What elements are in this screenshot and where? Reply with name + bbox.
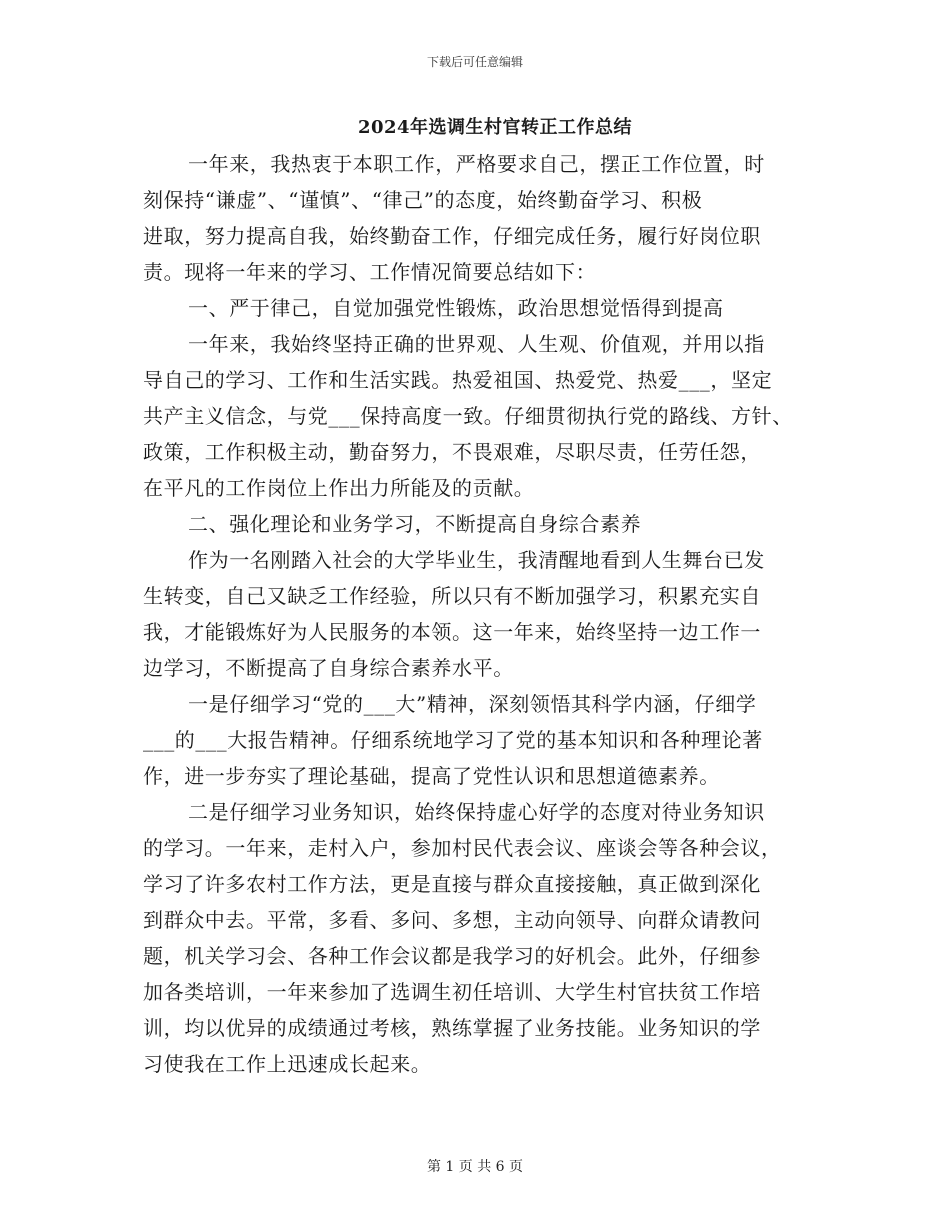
body-line: ___的___大报告精神。仔细系统地学习了党的基本知识和各种理论著 — [143, 728, 763, 752]
body-line: 导自己的学习、工作和生活实践。热爱祖国、热爱党、热爱___，坚定 — [143, 368, 773, 392]
body-line: 我，才能锻炼好为人民服务的本领。这一年来，始终坚持一边工作一 — [143, 620, 761, 644]
body-line: 一年来，我热衷于本职工作，严格要求自己，摆正工作位置，时 — [188, 152, 765, 176]
body-line: 政策，工作积极主动，勤奋努力，不畏艰难，尽职尽责，任劳任怨， — [143, 440, 761, 464]
body-line: 训，均以优异的成绩通过考核，熟练掌握了业务技能。业务知识的学 — [143, 1016, 761, 1040]
body-line: 二是仔细学习业务知识，始终保持虚心好学的态度对待业务知识 — [188, 800, 765, 824]
body-line: 进取，努力提高自我，始终勤奋工作，仔细完成任务，履行好岗位职 — [143, 224, 761, 248]
document-title: 2024年选调生村官转正工作总结 — [357, 117, 633, 138]
body-line: 习使我在工作上迅速成长起来。 — [143, 1052, 432, 1076]
body-line: 一年来，我始终坚持正确的世界观、人生观、价值观，并用以指 — [188, 332, 765, 356]
body-line: 的学习。一年来，走村入户，参加村民代表会议、座谈会等各种会议， — [143, 836, 782, 860]
body-line: 刻保持“谦虚”、“谨慎”、“律己”的态度，始终勤奋学习、积极 — [143, 188, 703, 212]
body-line: 共产主义信念，与党___保持高度一致。仔细贯彻执行党的路线、方针、 — [143, 404, 793, 428]
body-line: 到群众中去。平常，多看、多问、多想，主动向领导、向群众请教问 — [143, 908, 761, 932]
body-line: 加各类培训，一年来参加了选调生初任培训、大学生村官扶贫工作培 — [143, 980, 761, 1004]
body-line: 在平凡的工作岗位上作出力所能及的贡献。 — [143, 476, 535, 500]
body-line: 一是仔细学习“党的___大”精神，深刻领悟其科学内涵，仔细学 — [188, 692, 757, 716]
section-heading: 一、严于律己，自觉加强党性锻炼，政治思想觉悟得到提高 — [188, 296, 724, 320]
body-line: 作为一名刚踏入社会的大学毕业生，我清醒地看到人生舞台已发 — [188, 548, 765, 572]
header-note: 下载后可任意编辑 — [426, 55, 523, 69]
body-line: 边学习，不断提高了自身综合素养水平。 — [143, 656, 514, 680]
page-footer: 第 1 页 共 6 页 — [426, 1159, 524, 1175]
body-line: 题，机关学习会、各种工作会议都是我学习的好机会。此外，仔细参 — [143, 944, 761, 968]
body-line: 作，进一步夯实了理论基础，提高了党性认识和思想道德素养。 — [143, 764, 720, 788]
section-heading: 二、强化理论和业务学习，不断提高自身综合素养 — [188, 512, 642, 536]
body-line: 学习了许多农村工作方法，更是直接与群众直接接触，真正做到深化 — [143, 872, 761, 896]
document-body — [143, 146, 823, 1082]
body-line: 责。现将一年来的学习、工作情况简要总结如下： — [143, 260, 597, 284]
body-line: 生转变，自己又缺乏工作经验，所以只有不断加强学习，积累充实自 — [143, 584, 761, 608]
